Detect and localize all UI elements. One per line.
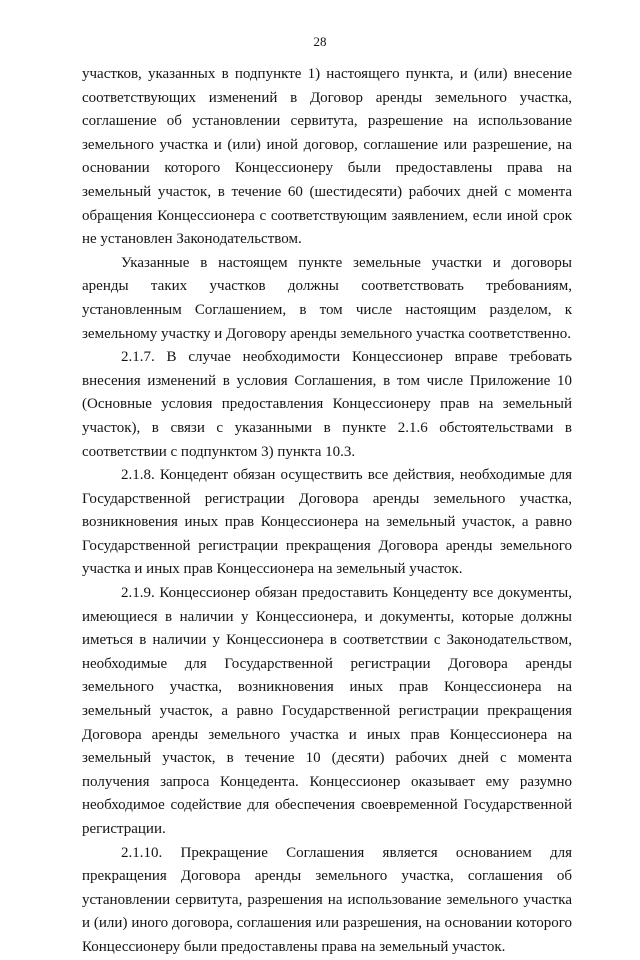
page-number: 28 <box>313 34 327 49</box>
paragraph-2-1-10: 2.1.10. Прекращение Соглашения является основанием для прекращения Договора аренды земельного участка, соглашения об установлении сервитута, разрешения на использование земельного участка и (или) иного договора, соглашения или разрешения, на основании которого Концессионеру были предоставлены права на земельный участок. <box>82 844 572 955</box>
paragraph-land-plots-requirements: Указанные в настоящем пункте земельные участки и договоры аренды таких участков должны соответствовать требованиям, установленным Соглашением, в том числе настоящим разделом, к земельному участку и Договору аренды земельного участка соответственно. <box>82 254 572 342</box>
paragraph-continuation: участков, указанных в подпункте 1) настоящего пункта, и (или) внесение соответствующих изменений в Договор аренды земельного участка, соглашение об установлении сервитута, разрешение на использование земельного участка и (или) иной договор, соглашение или разрешение, на основании которого Концессионеру были предоставлены права на земельный участок, в течение 60 (шестидесяти) рабочих дней с момента обращения Концессионера с соответствующим заявлением, если иной срок не установлен Законодательством. <box>82 66 572 248</box>
paragraph-2-1-7: 2.1.7. В случае необходимости Концессионер вправе требовать внесения изменений в условия Соглашения, в том числе Приложение 10 (Основные условия предоставления Концессионеру прав на земельный участок), в связи с указанными в пункте 2.1.6 обстоятельствами в соответствии с подпунктом 3) пункта 10.3. <box>82 349 572 460</box>
paragraph-2-1-9: 2.1.9. Концессионер обязан предоставить Концеденту все документы, имеющиеся в наличии у Концессионера, и документы, которые должны иметься в наличии у Концессионера в соответствии с Законодательством, необходимые для Государственной регистрации Договора аренды земельного участка, возникновения иных прав Концессионера на земельный участок, а равно Государственной регистрации прекращения Договора аренды земельного участка и иных прав Концессионера на земельный участок, в течение 10 (десяти) рабочих дней с момента получения запроса Концедента. Концессионер оказывает ему разумно необходимое содействие для обеспечения своевременной Государственной регистрации. <box>82 585 572 837</box>
document-body <box>82 63 572 960</box>
paragraph-2-1-8: 2.1.8. Концедент обязан осуществить все действия, необходимые для Государственной регистрации Договора аренды земельного участка, возникновения иных прав Концессионера на земельный участок, а равно Государственной регистрации прекращения Договора аренды земельного участка и иных прав Концессионера на земельный участок. <box>82 467 572 578</box>
